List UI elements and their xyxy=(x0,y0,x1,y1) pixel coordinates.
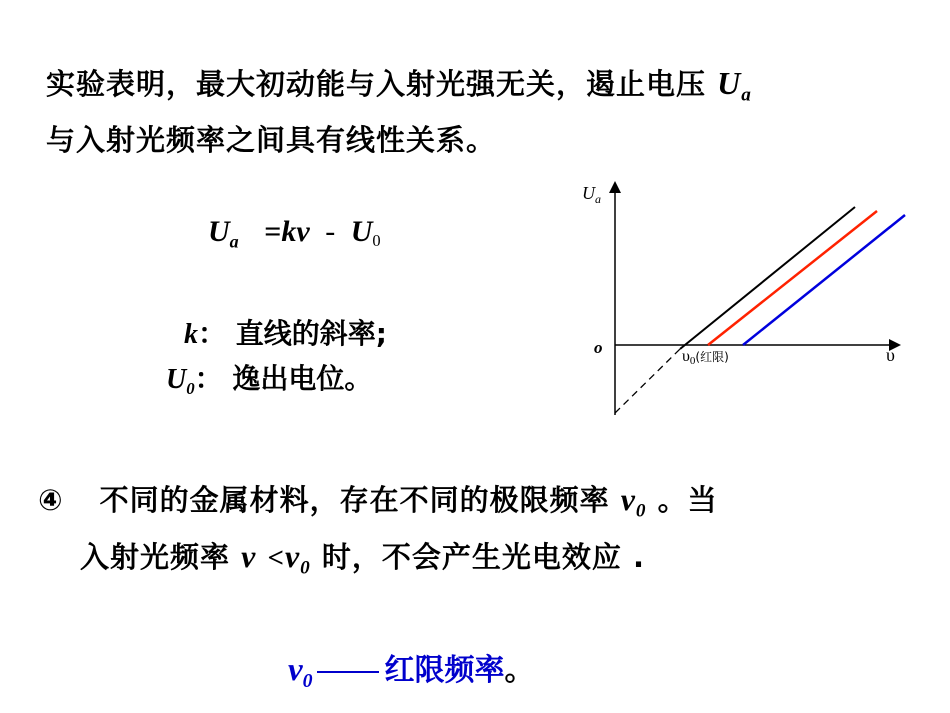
intro-line-1 xyxy=(46,62,752,107)
formula-u0: U0 xyxy=(350,215,381,250)
point-4-line-1 xyxy=(38,478,718,523)
point-4-marker: ④ xyxy=(38,483,64,517)
x-axis-label: υ xyxy=(886,345,895,365)
formula-nu: ν xyxy=(296,215,310,248)
dashed-extension xyxy=(615,349,680,413)
point-4-line-2 xyxy=(80,535,645,580)
point-4-line2-text-a: 入射光频率 xyxy=(80,540,231,574)
formula-minus: - xyxy=(325,215,336,248)
definition-u0 xyxy=(166,357,372,399)
x-marker-label: υ0(红限) xyxy=(682,348,729,367)
red-limit-text: 红限频率 xyxy=(384,653,505,688)
red-limit-var: $v_0$ xyxy=(288,652,313,692)
formula-eq: = xyxy=(264,215,282,248)
line-blue xyxy=(743,215,905,345)
formula-ua xyxy=(208,214,381,252)
point-4-line2-text-b: 时，不会产生光电效应 . xyxy=(321,540,645,574)
definition-k-text: ： 直线的斜率; xyxy=(198,317,387,350)
line-red xyxy=(708,211,877,345)
formula-lhs: $U_a$ xyxy=(208,215,239,252)
point-4-line2-var-v: v xyxy=(241,538,257,574)
red-limit-note xyxy=(288,645,535,693)
intro-line-2: 与入射光频率之间具有线性关系。 xyxy=(46,123,497,157)
intro-text-1: 实验表明，最大初动能与入射光强无关，遏止电压 xyxy=(46,67,707,101)
point-4-var-v0: $v_0$ xyxy=(620,481,647,522)
line-black xyxy=(680,207,855,349)
y-axis-label: $U_a$ xyxy=(582,183,601,206)
definition-k xyxy=(184,312,387,352)
ua-vs-frequency-graph xyxy=(560,175,920,425)
definition-k-symbol: k xyxy=(184,319,198,350)
red-limit-dash xyxy=(317,671,379,673)
formula-k: k xyxy=(281,215,297,248)
origin-label: o xyxy=(594,338,603,357)
point-4-line2-var-v0: $v_0$ xyxy=(284,538,311,579)
point-4-text-2: 。当 xyxy=(657,483,718,517)
intro-var-ua: $U_a$ xyxy=(717,65,752,106)
point-4-line2-lt: < xyxy=(267,542,285,574)
point-4-text-1: 不同的金属材料，存在不同的极限频率 xyxy=(99,483,610,517)
definition-u0-symbol: $U_0$ xyxy=(166,364,195,398)
red-limit-period: 。 xyxy=(504,653,535,688)
definition-u0-text: ： 逸出电位。 xyxy=(194,362,373,395)
